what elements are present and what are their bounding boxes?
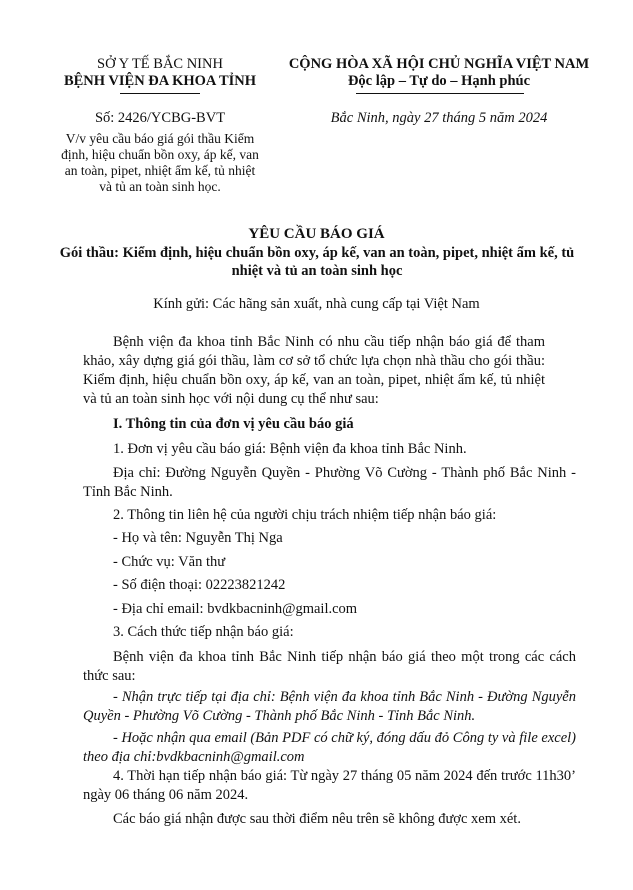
contact-name: - Họ và tên: Nguyễn Thị Nga <box>113 530 283 546</box>
document-number: Số: 2426/YCBG-BVT <box>94 110 226 126</box>
hospital-name: BỆNH VIỆN ĐA KHOA TỈNH <box>63 73 257 89</box>
method-email: - Hoặc nhận qua email (Bản PDF có chữ ký, đóng dấu đỏ Công ty và file excel) theo địa chỉ:bvdkbacninh@gmail.com <box>83 730 576 765</box>
package-title: Gói thầu: Kiểm định, hiệu chuẩn bồn oxy, áp kế, van an toàn, pipet, nhiệt ẩm kế, tủ nhiệt và tủ an toàn sinh học <box>59 245 575 279</box>
method-direct: - Nhận trực tiếp tại địa chỉ: Bệnh viện đa khoa tỉnh Bắc Ninh - Đường Nguyễn Quyền - Phường Võ Cường - Thành phố Bắc Ninh - Tỉnh Bắc Ninh. <box>83 689 576 724</box>
document-subject: V/v yêu cầu báo giá gói thầu Kiểm định, hiệu chuẩn bồn oxy, áp kế, van an toàn, pipet, nhiệt ẩm kế, tủ nhiệt và tủ an toàn sinh học. <box>61 131 259 194</box>
contact-info-heading: 2. Thông tin liên hệ của người chịu trách nhiệm tiếp nhận báo giá: <box>113 507 497 523</box>
document-date: Bắc Ninh, ngày 27 tháng 5 năm 2024 <box>330 110 548 126</box>
document-title: YÊU CẦU BÁO GIÁ <box>248 226 385 242</box>
recipient-line: Kính gửi: Các hãng sản xuất, nhà cung cấp tại Việt Nam <box>153 296 480 312</box>
contact-email: - Địa chỉ email: bvdkbacninh@gmail.com <box>113 601 358 617</box>
requester-address: Địa chỉ: Đường Nguyễn Quyền - Phường Võ Cường - Thành phố Bắc Ninh - Tỉnh Bắc Ninh. <box>83 465 576 500</box>
national-motto: Độc lập – Tự do – Hạnh phúc <box>347 73 531 89</box>
contact-phone: - Số điện thoại: 02223821242 <box>113 577 286 593</box>
receive-method-intro: Bệnh viện đa khoa tỉnh Bắc Ninh tiếp nhận báo giá theo một trong các cách thức sau: <box>83 649 576 684</box>
receive-method-heading: 3. Cách thức tiếp nhận báo giá: <box>113 624 294 640</box>
intro-paragraph: Bệnh viện đa khoa tỉnh Bắc Ninh có nhu cầu tiếp nhận báo giá để tham khảo, xây dựng giá gói thầu, làm cơ sở tổ chức lựa chọn nhà thầu cho gói thầu: Kiểm định, hiệu chuẩn bồn oxy, áp kế, van an toàn, pipet, nhiệt ẩm kế, tủ nhiệt và tủ an toàn sinh học với nội dung cụ thể như sau: <box>83 334 545 407</box>
contact-role: - Chức vụ: Văn thư <box>113 554 226 570</box>
requester-unit: 1. Đơn vị yêu cầu báo giá: Bệnh viện đa khoa tỉnh Bắc Ninh. <box>113 441 467 457</box>
hospital-underline <box>120 93 200 94</box>
late-quote-note: Các báo giá nhận được sau thời điểm nêu trên sẽ không được xem xét. <box>113 811 521 827</box>
nation-title: CỘNG HÒA XÃ HỘI CHỦ NGHĨA VIỆT NAM <box>288 56 590 72</box>
deadline: 4. Thời hạn tiếp nhận báo giá: Từ ngày 27 tháng 05 năm 2024 đến trước 11h30’ ngày 06 tháng 06 năm 2024. <box>83 768 576 803</box>
motto-underline <box>356 93 524 94</box>
section-1-heading: I. Thông tin của đơn vị yêu cầu báo giá <box>113 416 354 432</box>
department-name: SỞ Y TẾ BẮC NINH <box>97 56 223 72</box>
